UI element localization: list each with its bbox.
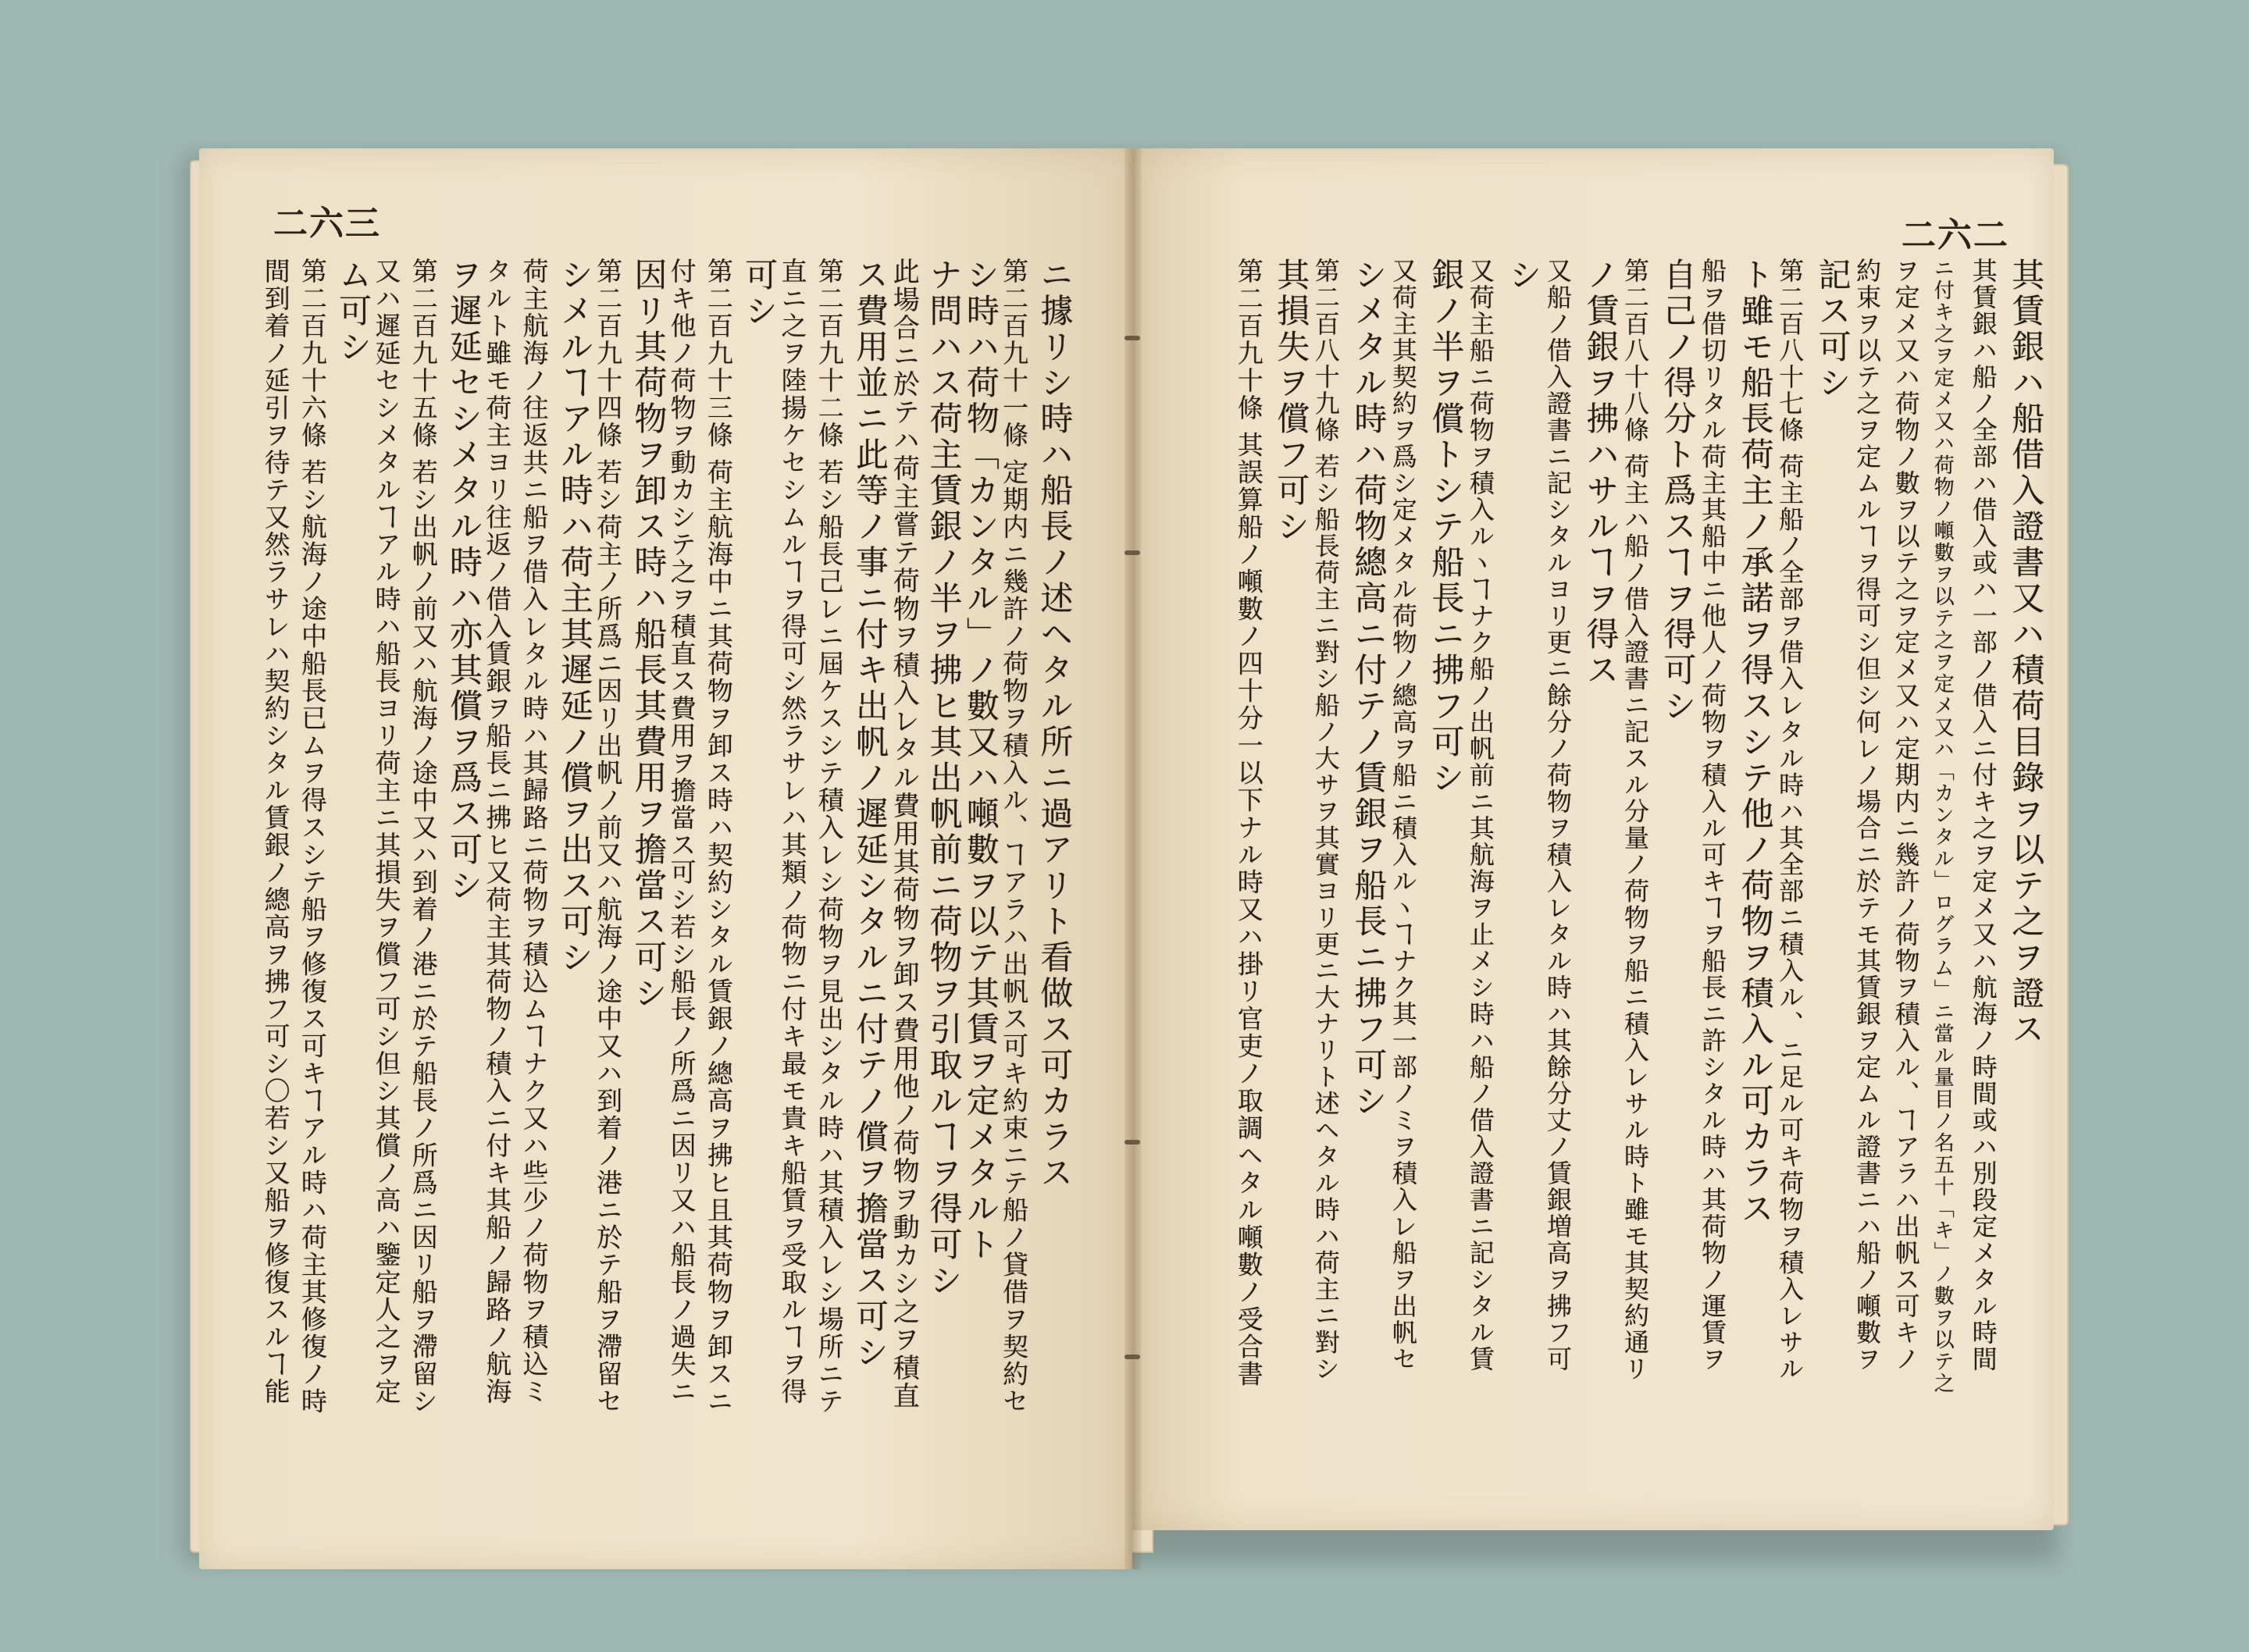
binding-stitch [1124,550,1140,555]
text-column: 第二百九十一條 定期内ニ幾許ノ荷物ヲ積入ル、ヿアラハ出帆ス可キ約束ニテ船ノ貸借ヲ契約セ [999,258,1030,1415]
text-column: 第二百九十條 其誤算船ノ噸數ノ四十分一以下ナル時又ハ掛リ官吏ノ取調ヘタル噸數ノ受合書 [1233,258,1264,1388]
text-column: 此場合ニ於テハ荷主嘗テ荷物ヲ積入レタル費用其荷物ヲ卸ス費用他ノ荷物ヲ動カシ之ヲ積直 [888,258,920,1410]
text-column: 又船ノ借入證書ニ記シタルヨリ更ニ餘分ノ荷物ヲ積入レタル時ハ其餘分丈ノ賃銀増高ヲ拂フ可 [1542,258,1573,1373]
left-page [199,148,1132,1569]
text-column: 自己ノ得分ト爲スヿヲ得可シ [1659,258,1698,725]
text-column: ス費用並ニ此等ノ事ニ付キ出帆ノ遲延シタルニ付テノ償ヲ擔當ス可シ [851,258,889,1371]
text-column: 第二百九十三條 荷主航海中ニ其荷物ヲ卸ス時ハ契約シタル賃銀ノ總高ヲ拂ヒ且其荷物ヲ卸スニ [703,258,734,1415]
right-page-text [1234,258,2046,1476]
text-column: 荷主航海ノ往返共ニ船ヲ借入レタル時ハ其歸路ニ荷物ヲ積込ムヿナク又ハ些少ノ荷物ヲ積込ミ [519,258,550,1405]
text-column: 其損失ヲ償フ可シ [1272,258,1311,545]
text-column: 可シ [740,258,779,329]
text-column: ナ問ハス荷主賃銀ノ半ヲ拂ヒ其出帆前ニ荷物ヲ引取ルヿヲ得可シ [925,258,964,1299]
text-column: シメタル時ハ荷物總高ニ付テノ賃銀ヲ船長ニ拂フ可シ [1349,258,1388,1120]
text-column: 又荷主其契約ヲ爲シ定メタル荷物ノ總高ヲ船ニ積入ルヽヿナク其一部ノミヲ積入レ船ヲ出帆セ [1388,258,1418,1373]
text-column: 其賃銀ハ船ノ全部ハ借入或ハ一部ノ借入ニ付キ之ヲ定メ又ハ航海ノ時間或ハ別段定メタル時間 [1968,258,1998,1373]
binding-stitch [1124,1355,1140,1359]
text-column: 第二百九十四條 若シ荷主ノ所爲ニ因リ出帆ノ前又ハ航海ノ途中又ハ到着ノ港ニ於テ船ヲ滯留セ [593,258,624,1415]
text-column: ニ據リシ時ハ船長ノ述ヘタル所ニ過アリト看做ス可カラス [1035,258,1075,1191]
text-column: シ時ハ荷物「カンタル」ノ數又ハ噸數ヲ以テ其賃ヲ定メタルト [961,258,1000,1263]
text-column: 第二百八十九條 若シ船長荷主ニ對シ船ノ大サヲ其實ヨリ更ニ大ナリト述ヘタル時ハ荷主ニ對シ [1310,258,1341,1383]
text-column: ヲ遲延セシメタル時ハ亦其償ヲ爲ス可シ [445,258,483,904]
text-column: 銀ノ半ヲ償トシテ船長ニ拂フ可シ [1427,258,1466,796]
text-column: 直ニ之ヲ陸揚ケセシムルヿヲ得可シ然ラサレハ其類ノ荷物ニ付キ最モ貴キ船賃ヲ受取ルヿヲ得 [777,258,808,1405]
text-column: 第二百八十七條 荷主船ノ全部ヲ借入レタル時ハ其全部ニ積入ル、ニ足ル可キ荷物ヲ積入レサル [1775,258,1805,1383]
text-column: 又ハ遲延セシメタルヿアル時ハ船長ヨリ荷主ニ其損失ヲ償フ可シ但シ其償ノ高ハ鑒定人之ヲ定 [371,258,402,1405]
page-number-left: 二六三 [273,204,381,244]
text-column: ム可シ [334,258,373,365]
text-column: シ [1504,258,1543,294]
right-page [1132,148,2054,1530]
text-column: 第二百八十八條 荷主ハ船ノ借入證書ニ記スル分量ノ荷物ヲ船ニ積入レサル時ト雖モ其契約通リ [1620,258,1650,1383]
left-page-text [262,258,1074,1507]
text-column: 間到着ノ延引ヲ待テ又然ラサレハ契約シタル賃銀ノ總高ヲ拂フ可シ〇若シ又船ヲ修復スルヿ能 [260,258,291,1405]
text-column: ニ付キ之ヲ定メ又ハ荷物ノ噸數ヲ以テ之ヲ定メ又ハ「カンタル」ログラム」ニ當ル量目ノ名五十「キ」ノ數ヲ以テ之 [1930,258,1955,1394]
text-column: 船ヲ借切リタル荷主其船中ニ他人ノ荷物ヲ積入ル可キヿヲ船長ニ許シタル時ハ其荷物ノ運賃ヲ [1698,258,1728,1373]
text-column: 第二百九十五條 若シ出帆ノ前又ハ航海ノ途中又ハ到着ノ港ニ於テ船長ノ所爲ニ因リ船ヲ滯留シ [408,258,439,1415]
text-column: 又荷主船ニ荷物ヲ積入ルヽヿナク船ノ出帆前ニ其航海ヲ止メシ時ハ船ノ借入證書ニ記シタル賃 [1465,258,1495,1373]
text-column: 第二百九十二條 若シ船長己レニ屆ケスシテ積入レシ荷物ヲ見出シタル時ハ其積入レシ場所ニテ [814,258,845,1415]
text-column: タルト雖モ荷主ヨリ往返ノ借入賃銀ヲ船長ニ拂ヒ又荷主其荷物ノ積入ニ付キ其船ノ歸路ノ航海 [482,258,513,1405]
text-column: ノ賃銀ヲ拂ハサルヿヲ得ス [1581,258,1620,689]
binding-stitch [1124,336,1140,340]
text-column: 其賃銀ハ船借入證書又ハ積荷目錄ヲ以テ之ヲ證ス [2007,258,2046,1048]
text-column: 付キ他ノ荷物ヲ動カシテ之ヲ積直ス費用ヲ擔當ス可シ若シ船長ノ所爲ニ因リ又ハ船長ノ過失ニ [666,258,697,1405]
page-number-right: 二六二 [1901,215,2009,255]
text-column: 記ス可シ [1813,258,1852,401]
text-column: ト雖モ船長荷主ノ承諾ヲ得スシテ他ノ荷物ヲ積入ル可カラス [1736,258,1775,1227]
text-column: 第二百九十六條 若シ航海ノ途中船長已ムヲ得スシテ船ヲ修復ス可キヿアル時ハ荷主其修復ノ時 [297,258,328,1415]
text-column: 約束ヲ以テ之ヲ定ムルヿヲ得可シ但シ何レノ場合ニ於テモ其賃銀ヲ定ムル證書ニハ船ノ噸數ヲ [1852,258,1883,1373]
binding-stitch [1124,1140,1140,1145]
text-column: ヲ定メ又ハ荷物ノ數ヲ以テ之ヲ定メ又ハ定期内ニ幾許ノ荷物ヲ積入ル、ヿアラハ出帆ス可キノ [1891,258,1921,1373]
text-column: 因リ其荷物ヲ卸ス時ハ船長其費用ヲ擔當ス可シ [629,258,668,1012]
text-column: シメルヿアル時ハ荷主其遲延ノ償ヲ出ス可シ [555,258,594,976]
